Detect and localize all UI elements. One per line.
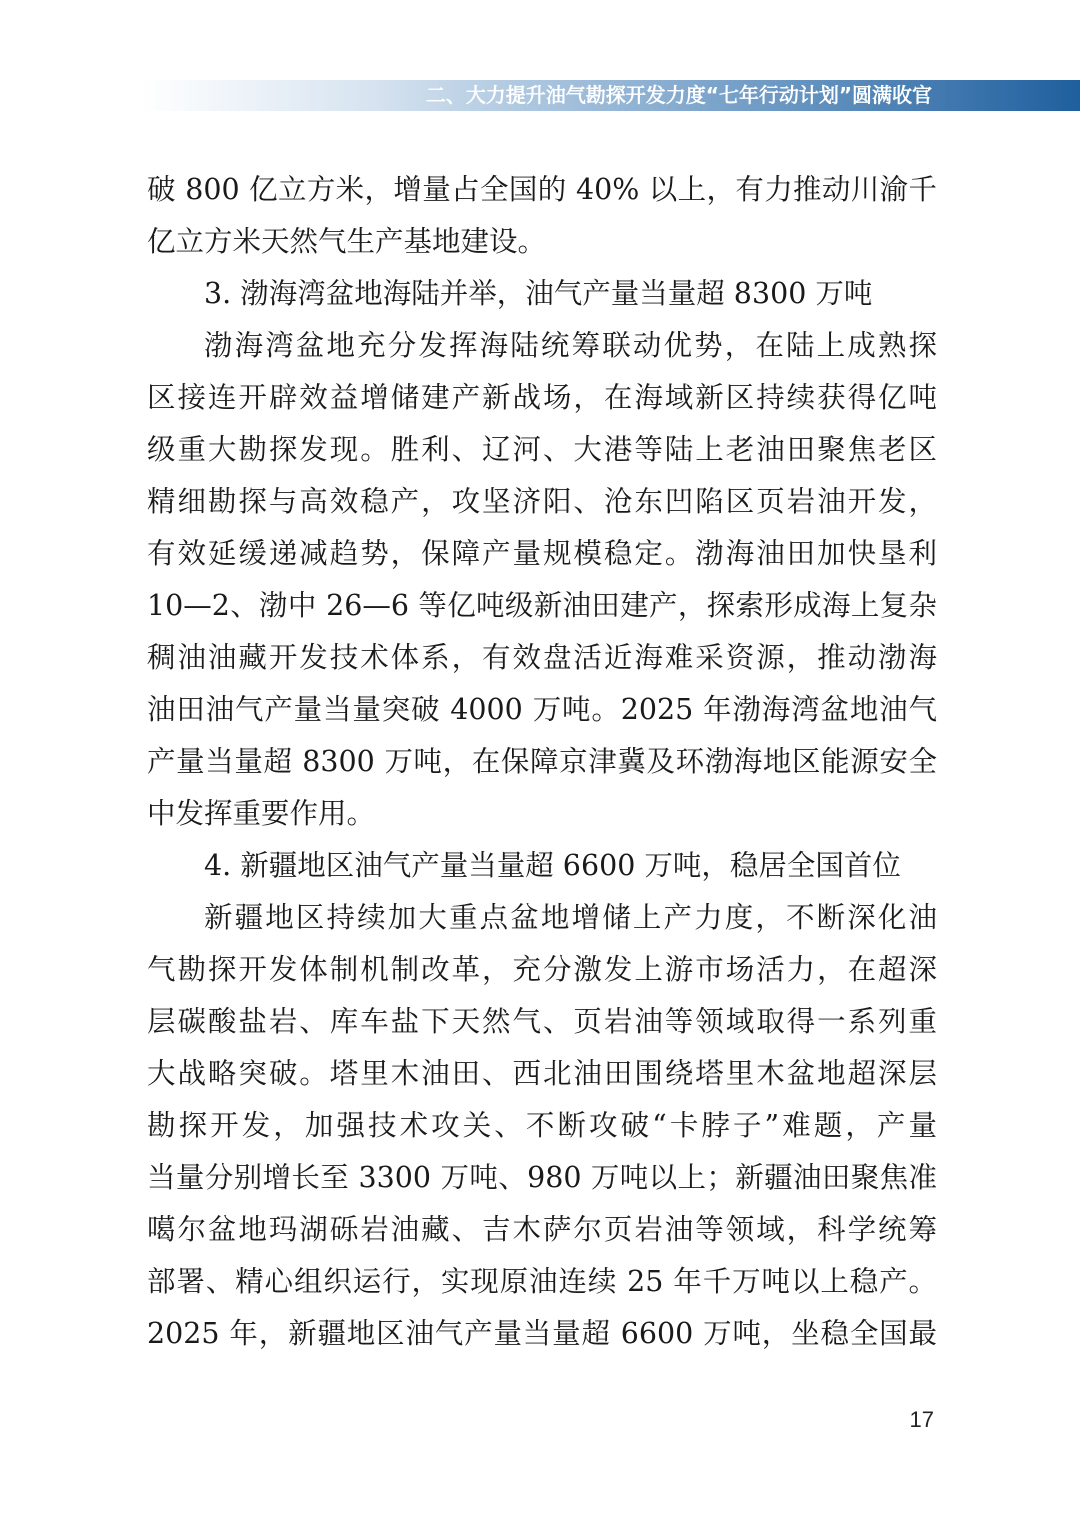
text-line: 亿立方米天然气生产基地建设。 bbox=[147, 225, 547, 258]
running-header-title: 二、大力提升油气勘探开发力度“七年行动计划”圆满收官 bbox=[425, 83, 932, 107]
text-line: 层碳酸盐岩、库车盐下天然气、页岩油等领域取得一系列重 bbox=[147, 1005, 937, 1038]
text-line: 破 800 亿立方米，增量占全国的 40% 以上，有力推动川渝千 bbox=[147, 173, 937, 206]
text-line: 稠油油藏开发技术体系，有效盘活近海难采资源，推动渤海 bbox=[147, 641, 937, 674]
text-line: 精细勘探与高效稳产，攻坚济阳、沧东凹陷区页岩油开发， bbox=[147, 485, 937, 518]
section-heading: 3. 渤海湾盆地海陆并举，油气产量当量超 8300 万吨 bbox=[204, 277, 873, 310]
section-heading: 4. 新疆地区油气产量当量超 6600 万吨，稳居全国首位 bbox=[204, 849, 901, 882]
text-line: 产量当量超 8300 万吨，在保障京津冀及环渤海地区能源安全 bbox=[147, 745, 937, 778]
page-number: 17 bbox=[909, 1407, 934, 1432]
text-line: 级重大勘探发现。胜利、辽河、大港等陆上老油田聚焦老区 bbox=[147, 433, 937, 466]
text-line: 中发挥重要作用。 bbox=[147, 797, 376, 830]
text-line: 气勘探开发体制机制改革，充分激发上游市场活力，在超深 bbox=[147, 953, 937, 986]
text-line: 噶尔盆地玛湖砾岩油藏、吉木萨尔页岩油等领域，科学统筹 bbox=[147, 1213, 937, 1246]
text-line: 区接连开辟效益增储建产新战场，在海域新区持续获得亿吨 bbox=[147, 381, 937, 414]
text-line: 2025 年，新疆地区油气产量当量超 6600 万吨，坐稳全国最 bbox=[147, 1317, 937, 1350]
text-line: 当量分别增长至 3300 万吨、980 万吨以上；新疆油田聚焦准 bbox=[147, 1161, 937, 1194]
text-line: 勘探开发，加强技术攻关、不断攻破“卡脖子”难题，产量 bbox=[147, 1109, 937, 1142]
body-text bbox=[147, 164, 937, 1360]
text-line: 有效延缓递减趋势，保障产量规模稳定。渤海油田加快垦利 bbox=[147, 537, 937, 570]
text-line: 渤海湾盆地充分发挥海陆统筹联动优势，在陆上成熟探 bbox=[204, 329, 937, 362]
text-line: 大战略突破。塔里木油田、西北油田围绕塔里木盆地超深层 bbox=[147, 1057, 937, 1090]
text-line: 部署、精心组织运行，实现原油连续 25 年千万吨以上稳产。 bbox=[147, 1265, 937, 1298]
text-line: 新疆地区持续加大重点盆地增储上产力度，不断深化油 bbox=[204, 901, 937, 934]
text-line: 10—2、渤中 26—6 等亿吨级新油田建产，探索形成海上复杂 bbox=[147, 589, 937, 622]
text-line: 油田油气产量当量突破 4000 万吨。2025 年渤海湾盆地油气 bbox=[147, 693, 937, 726]
